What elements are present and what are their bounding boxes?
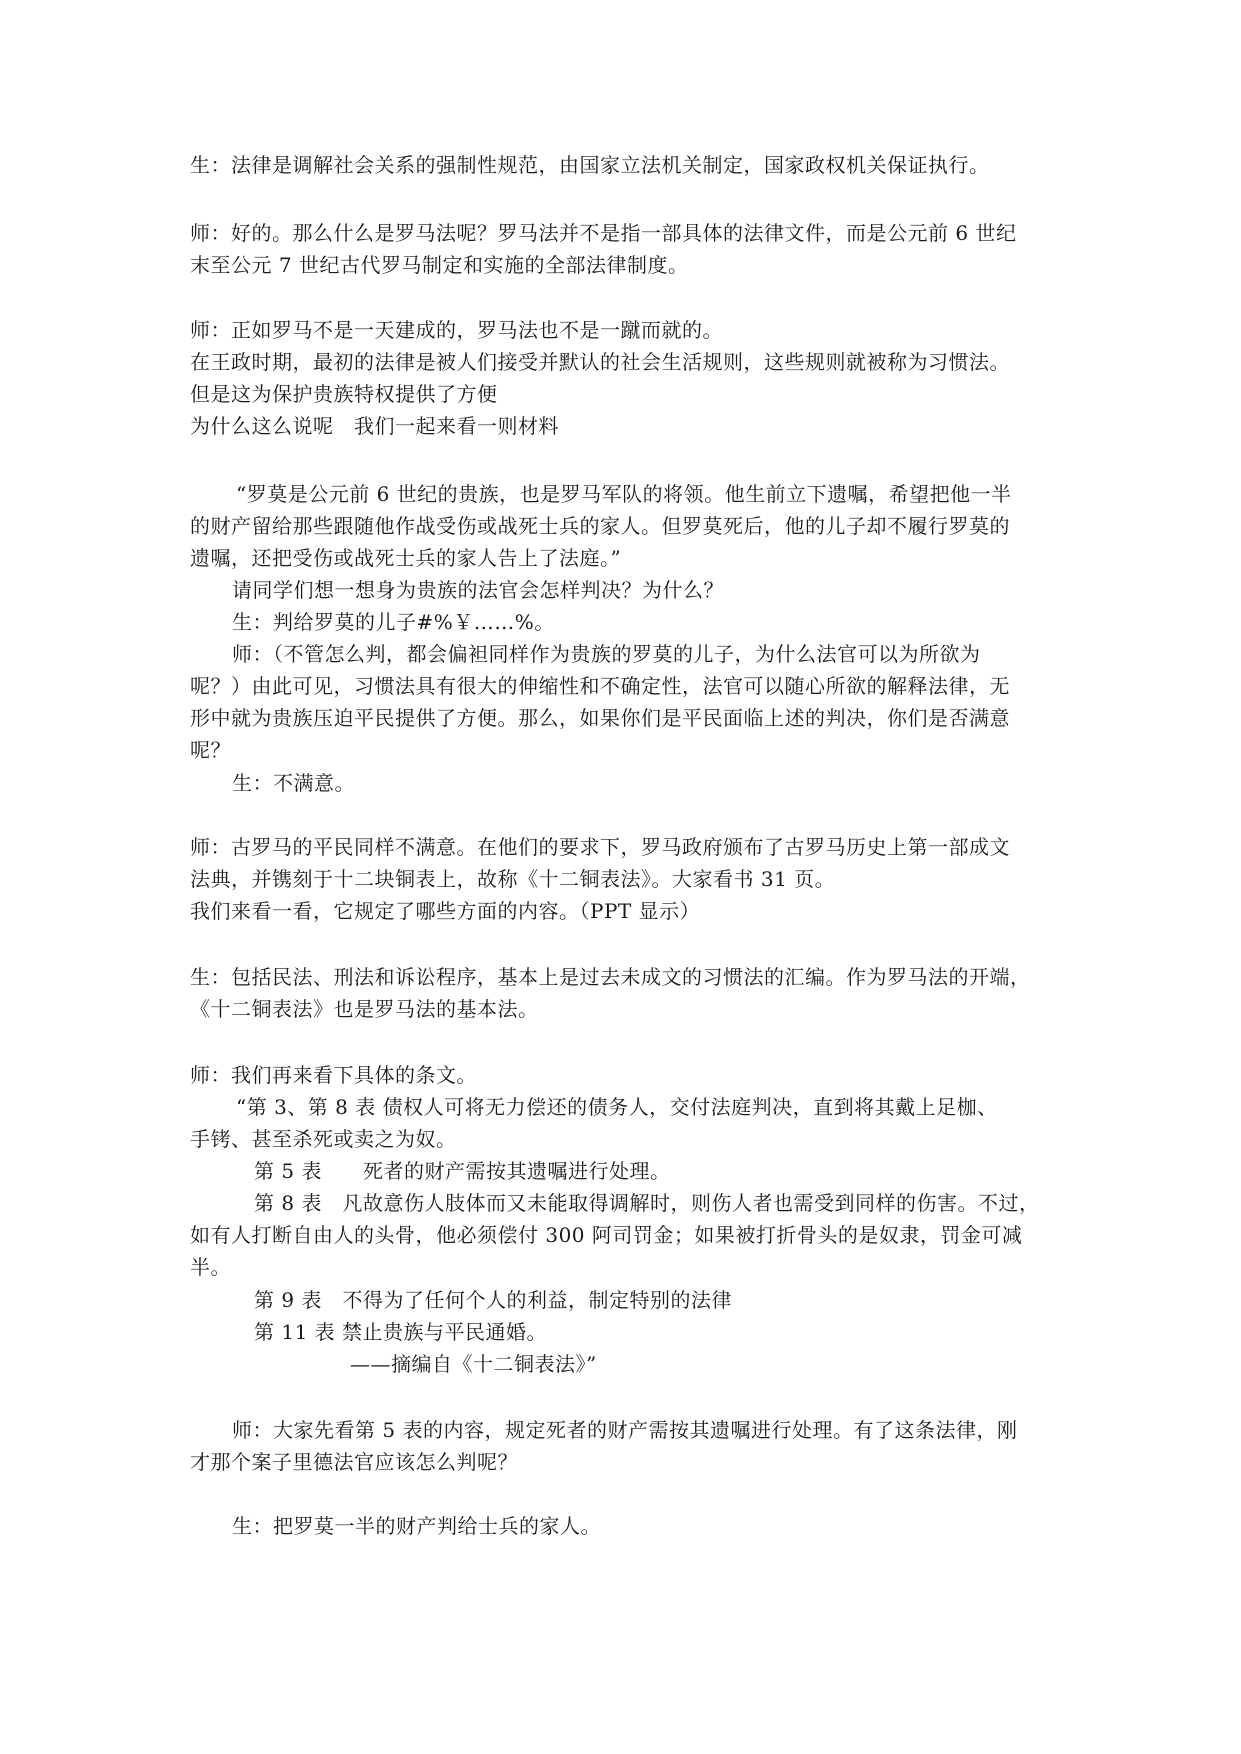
text-line: 如有人打断自由人的头骨，他必须偿付 300 阿司罚金；如果被打折骨头的是奴隶，罚金可减 <box>190 1223 1023 1247</box>
text-line: 师：好的。那么什么是罗马法呢？罗马法并不是指一部具体的法律文件，而是公元前 6 世纪 <box>190 221 1017 245</box>
text-line: 生：判给罗莫的儿子#%￥……%。 <box>232 610 555 634</box>
text-line: 生：把罗莫一半的财产判给士兵的家人。 <box>232 1514 601 1538</box>
text-line: 师：大家先看第 5 表的内容，规定死者的财产需按其遗嘱进行处理。有了这条法律，刚 <box>232 1418 1018 1442</box>
text-line: 半。 <box>190 1255 231 1279</box>
text-line: 生：不满意。 <box>232 771 355 795</box>
text-line: 我们来看一看，它规定了哪些方面的内容。（PPT 显示） <box>190 899 701 923</box>
text-line: 师：（不管怎么判，都会偏袒同样作为贵族的罗莫的儿子，为什么法官可以为所欲为 <box>232 642 981 666</box>
text-line: “罗莫是公元前 6 世纪的贵族，也是罗马军队的将领。他生前立下遗嘱，希望把他一半 <box>236 482 1012 506</box>
text-line: 形中就为贵族压迫平民提供了方便。那么，如果你们是平民面临上述的判决，你们是否满意 <box>190 706 1010 730</box>
text-line: 《十二铜表法》也是罗马法的基本法。 <box>190 997 539 1021</box>
text-line: 法典，并镌刻于十二块铜表上，故称《十二铜表法》。大家看书 31 页。 <box>190 867 836 891</box>
text-line: 才那个案子里德法官应该怎么判呢？ <box>190 1450 518 1474</box>
text-line: 为什么这么说呢 我们一起来看一则材料 <box>190 414 559 438</box>
text-line: 遗嘱，还把受伤或战死士兵的家人告上了法庭。” <box>190 546 622 570</box>
text-line: 末至公元 7 世纪古代罗马制定和实施的全部法律制度。 <box>190 253 689 277</box>
text-line: 呢？）由此可见，习惯法具有很大的伸缩性和不确定性，法官可以随心所欲的解释法律，无 <box>190 674 1010 698</box>
text-line: “第 3、第 8 表 债权人可将无力偿还的债务人，交付法庭判决，直到将其戴上足枷、 <box>236 1095 998 1119</box>
text-line: 的财产留给那些跟随他作战受伤或战死士兵的家人。但罗莫死后，他的儿子却不履行罗莫的 <box>190 514 1010 538</box>
text-line: 第 9 表 不得为了任何个人的利益，制定特别的法律 <box>254 1288 732 1312</box>
text-line: 但是这为保护贵族特权提供了方便 <box>190 382 498 406</box>
text-line: 第 11 表 禁止贵族与平民通婚。 <box>254 1320 548 1344</box>
text-line: 第 8 表 凡故意伤人肢体而又未能取得调解时，则伤人者也需受到同样的伤害。不过， <box>254 1191 1040 1215</box>
text-line: 在王政时期，最初的法律是被人们接受并默认的社会生活规则，这些规则就被称为习惯法。 <box>190 350 1010 374</box>
text-line: 呢？ <box>190 738 231 762</box>
text-line: 师：我们再来看下具体的条文。 <box>190 1063 477 1087</box>
text-line: 师：古罗马的平民同样不满意。在他们的要求下，罗马政府颁布了古罗马历史上第一部成文 <box>190 835 1010 859</box>
text-line: 手铐、甚至杀死或卖之为奴。 <box>190 1127 457 1151</box>
text-line: 请同学们想一想身为贵族的法官会怎样判决？为什么？ <box>232 578 724 602</box>
text-line: 生：包括民法、刑法和诉讼程序，基本上是过去未成文的习惯法的汇编。作为罗马法的开端， <box>190 965 1031 989</box>
text-line: ——摘编自《十二铜表法》” <box>350 1352 597 1376</box>
text-line: 生：法律是调解社会关系的强制性规范，由国家立法机关制定，国家政权机关保证执行。 <box>190 153 990 177</box>
text-line: 第 5 表 死者的财产需按其遗嘱进行处理。 <box>254 1159 671 1183</box>
text-line: 师：正如罗马不是一天建成的，罗马法也不是一蹴而就的。 <box>190 318 723 342</box>
